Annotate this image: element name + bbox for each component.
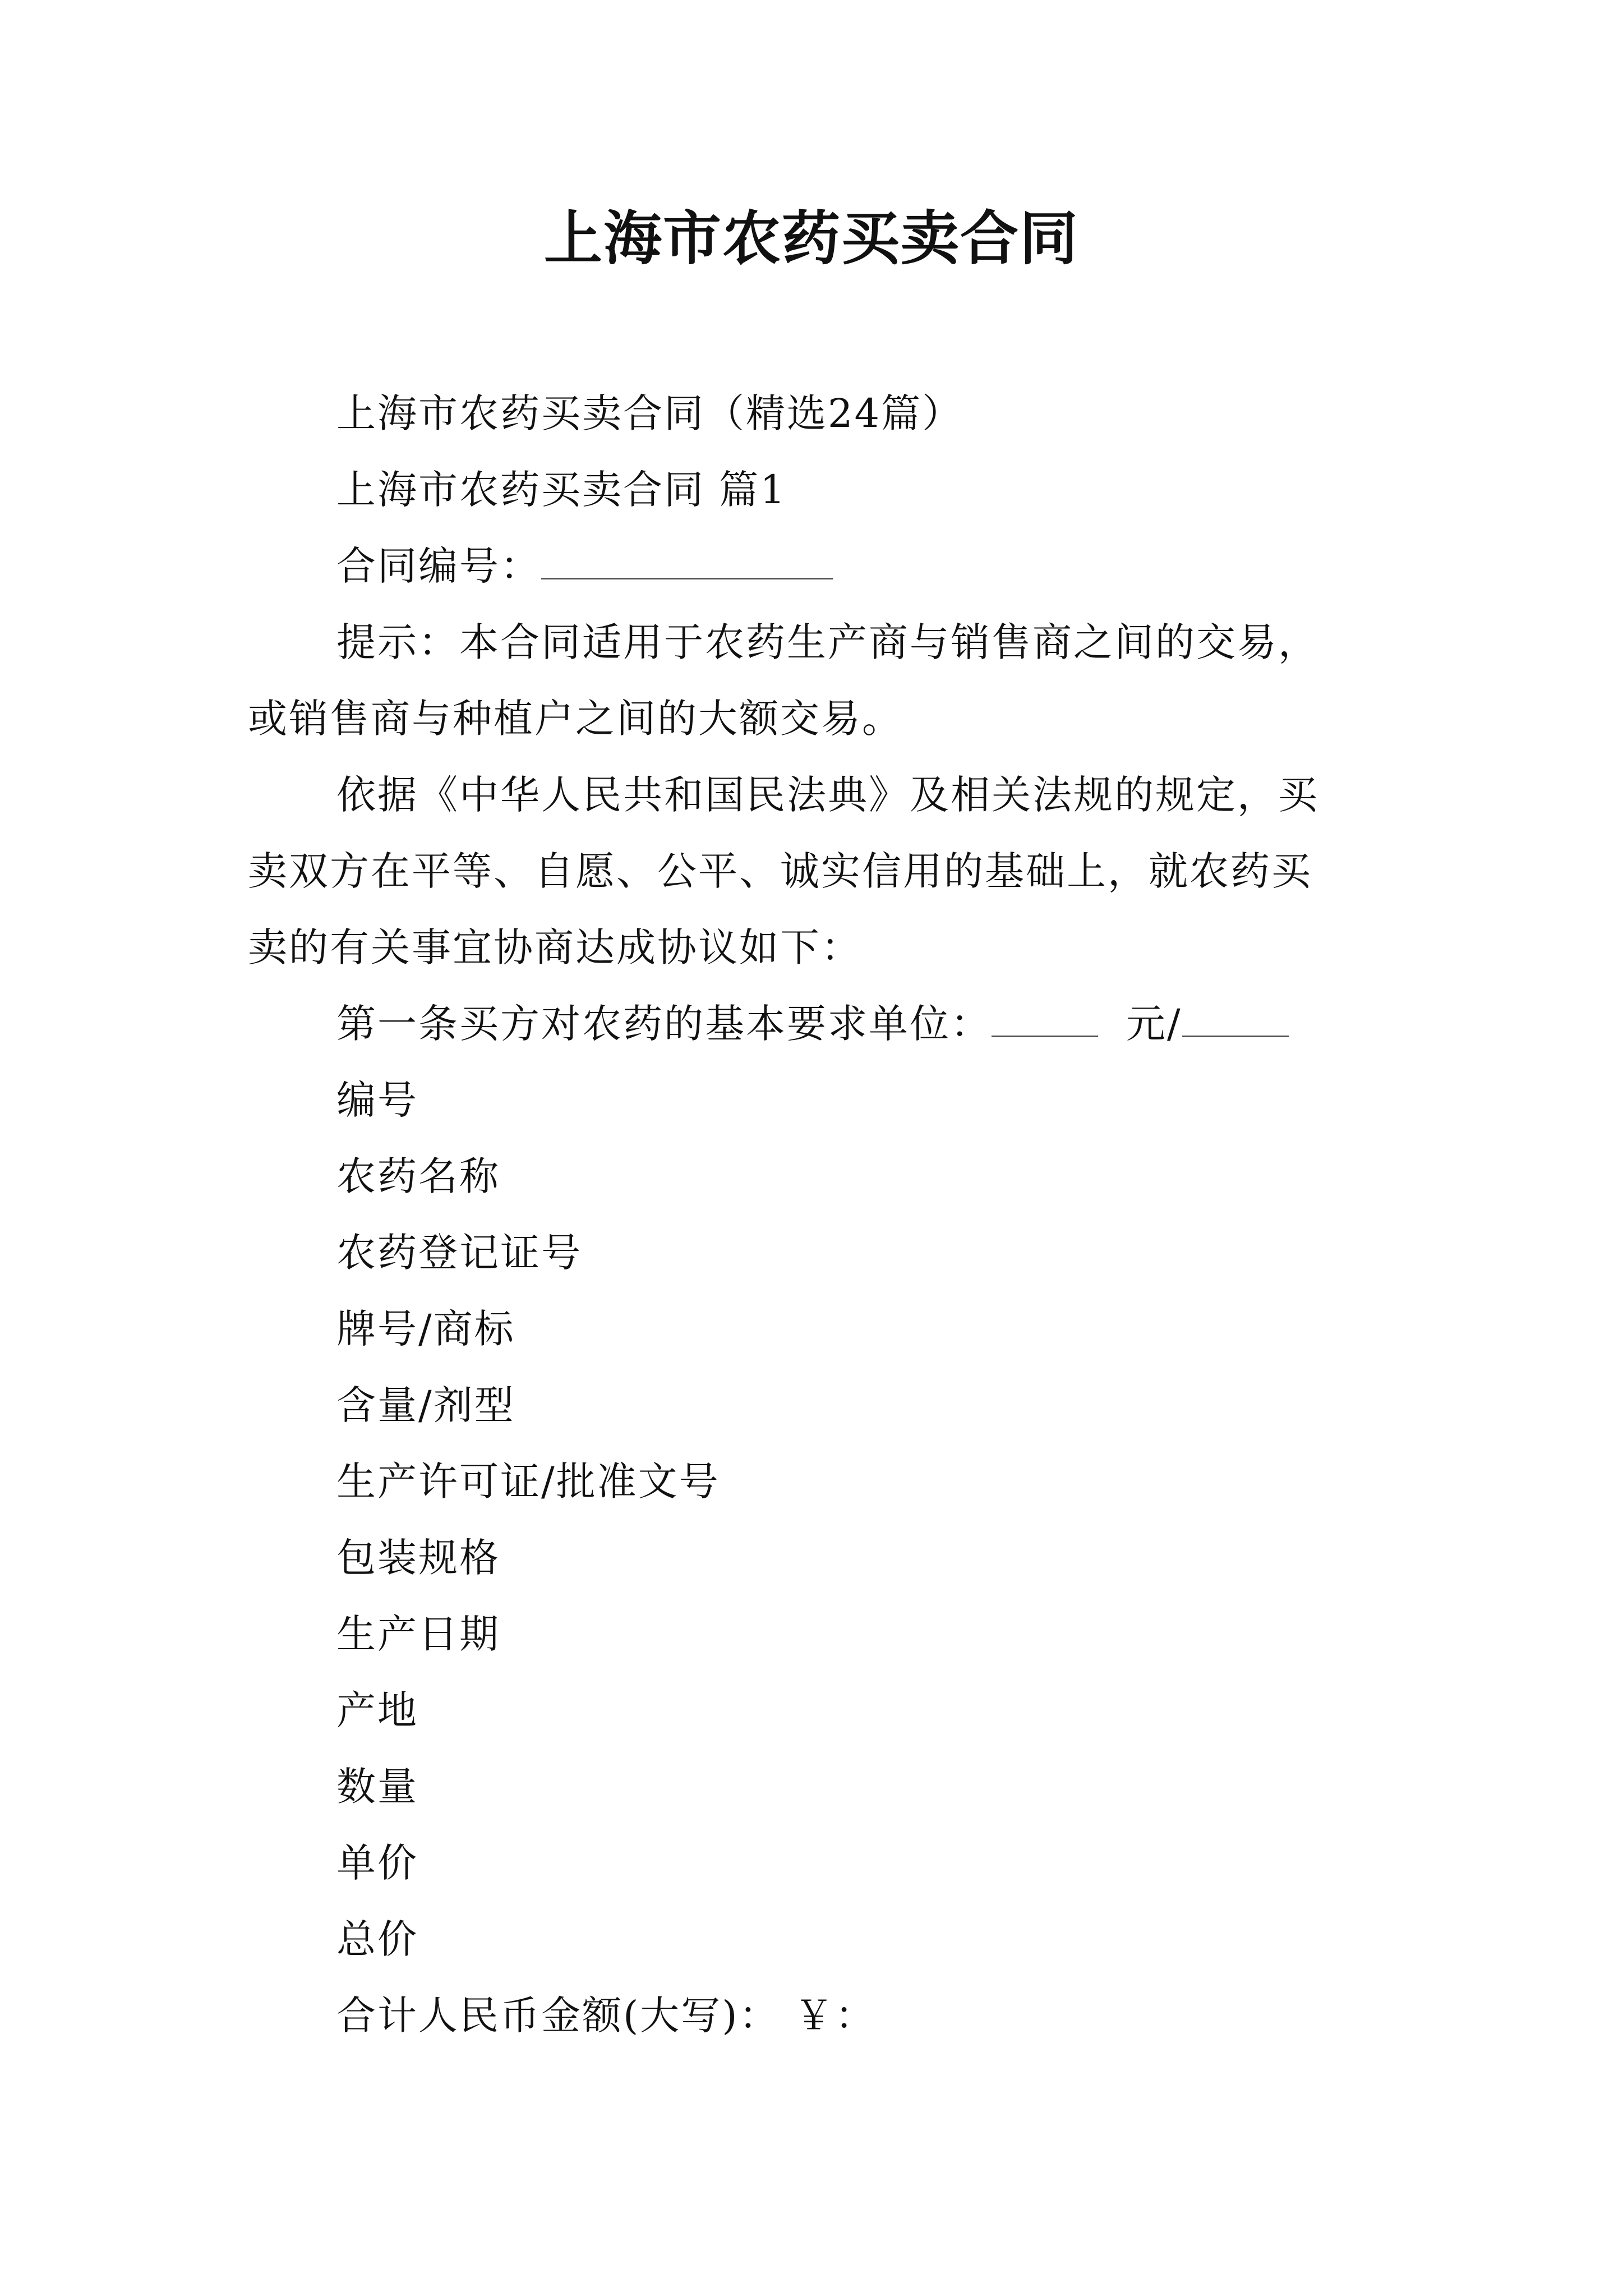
field-total-price: 总价 [336, 1916, 418, 1962]
subtitle: 上海市农药买卖合同（精选24篇） [336, 390, 963, 436]
contract-number-blank [541, 541, 833, 579]
document-title: 上海市农药买卖合同 [543, 204, 1079, 273]
basis-line-2: 卖双方在平等、自愿、公平、诚实信用的基础上，就农药买 [248, 848, 1312, 894]
article-1-line [336, 999, 1289, 1049]
contract-number-line [336, 541, 833, 591]
field-production-date: 生产日期 [336, 1611, 500, 1657]
total-amount-line: 合计人民币金额(大写)： ￥： [336, 1993, 876, 2039]
field-unit-price: 单价 [336, 1840, 418, 1886]
unit-blank [992, 999, 1098, 1037]
currency-unit-blank [1182, 999, 1289, 1037]
basis-line-3: 卖的有关事宜协商达成协议如下： [248, 924, 862, 970]
field-origin: 产地 [336, 1687, 418, 1733]
field-package-spec: 包装规格 [336, 1535, 500, 1581]
field-number: 编号 [336, 1077, 418, 1123]
section-heading: 上海市农药买卖合同 篇1 [336, 467, 787, 513]
field-production-license: 生产许可证/批准文号 [336, 1458, 720, 1504]
field-registration-number: 农药登记证号 [336, 1230, 582, 1276]
contract-number-label: 合同编号： [336, 543, 541, 589]
field-brand-trademark: 牌号/商标 [336, 1306, 515, 1352]
field-content-formulation: 含量/剂型 [336, 1382, 515, 1428]
article-1-middle: 元/ [1126, 1001, 1182, 1047]
field-quantity: 数量 [336, 1764, 418, 1810]
tip-line-1: 提示：本合同适用于农药生产商与销售商之间的交易， [336, 619, 1319, 665]
tip-line-2: 或销售商与种植户之间的大额交易。 [248, 696, 903, 742]
article-1-prefix: 第一条买方对农药的基本要求单位： [336, 1001, 992, 1047]
basis-line-1: 依据《中华人民共和国民法典》及相关法规的规定，买 [336, 772, 1319, 818]
field-pesticide-name: 农药名称 [336, 1153, 500, 1199]
